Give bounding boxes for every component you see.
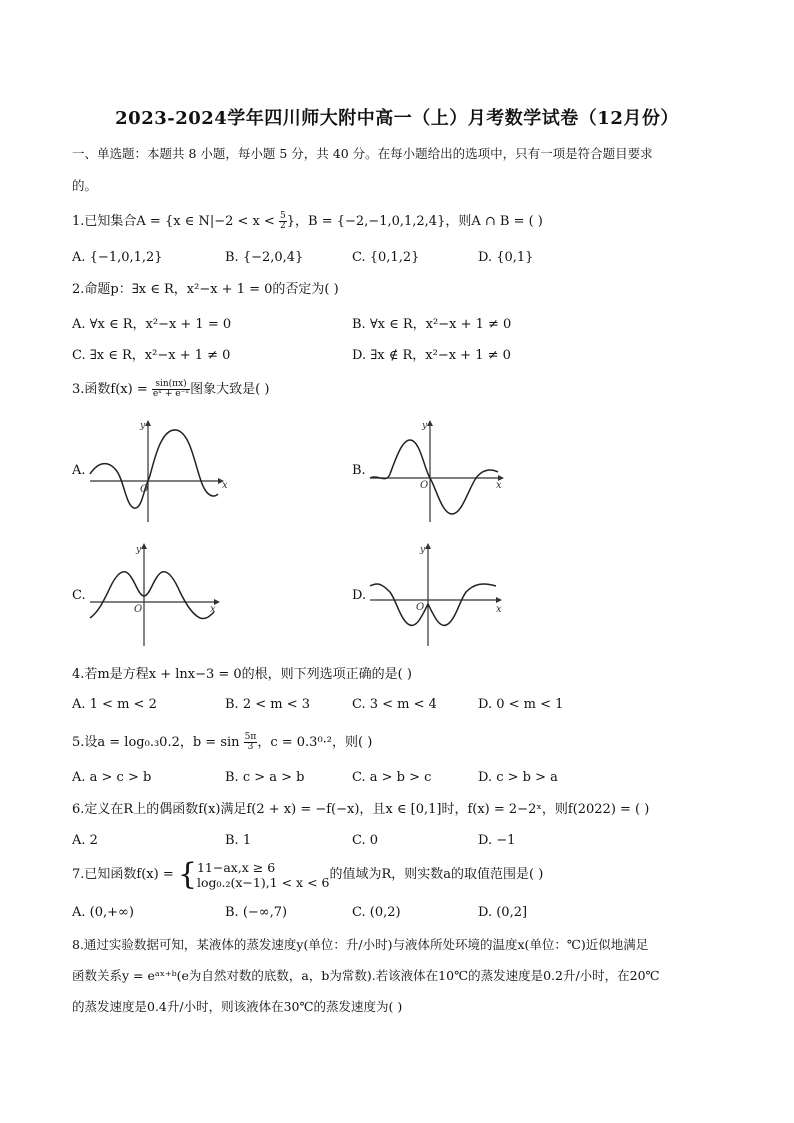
q3-frac-den: eˣ + e⁻ˣ [152,389,190,399]
section-heading: 一、单选题：本题共 8 小题，每小题 5 分，共 40 分。在每小题给出的选项中，只有一项是符合题目要求 [72,146,653,161]
q7-brace-icon: { [177,856,197,892]
q6-option-c[interactable]: C. 0 [352,833,379,848]
q3-frac-num: sin(πx) [152,380,190,390]
q3-option-d-label[interactable]: D. [352,588,367,603]
q3-graph-b-x: x [496,480,502,491]
q3-graph-d-x: x [496,604,502,615]
q4-option-d[interactable]: D. 0 < m < 1 [478,697,564,712]
q3-graph-c-x: x [210,604,216,615]
q3-option-c-label[interactable]: C. [72,588,86,603]
q3-graph-a[interactable] [88,418,228,524]
q3-graph-b-origin: O [420,480,429,491]
q7-option-d[interactable]: D. (0,2] [478,905,528,920]
q7-prefix: 7.已知函数f(x) = [72,867,174,882]
q3-graph-c-origin: O [134,604,143,615]
question-6-stem: 6.定义在R上的偶函数f(x)满足f(2 + x) = −f(−x)，且x ∈ [0,1]时，f(x) = 2−2ˣ，则f(2022) = ( ) [72,802,650,817]
q4-option-c[interactable]: C. 3 < m < 4 [352,697,437,712]
q1-part-b: }，B = {−2,−1,0,1,2,4}，则A ∩ B = ( ) [286,214,543,229]
q5-frac-den: 3 [247,742,254,752]
q6-option-d[interactable]: D. −1 [478,833,516,848]
q3-graph-a-x: x [222,480,228,491]
q3-option-a-label[interactable]: A. [72,463,86,478]
q3-graph-a-origin: O [140,484,149,495]
q3-graph-b-y: y [422,421,428,431]
q1-option-a[interactable]: A. {−1,0,1,2} [72,250,163,265]
q7-cases [197,860,330,890]
q3-graph-d-y: y [420,545,426,555]
question-8-line-2: 函数关系y = eᵃˣ⁺ᵇ(e为自然对数的底数，a，b为常数).若该液体在10℃的蒸发速度是0.2升/小时，在20℃ [72,968,660,983]
q1-part-a: A = {x ∈ N|−2 < x < [136,214,275,229]
question-2-stem: 2.命题p：∃x ∈ R，x²−x + 1 = 0的否定为( ) [72,282,339,297]
q5-suffix: ，c = 0.3⁰·²，则( ) [257,735,373,750]
q1-option-b[interactable]: B. {−2,0,4} [225,250,304,265]
q6-option-a[interactable]: A. 2 [72,833,98,848]
q3-option-b-label[interactable]: B. [352,463,366,478]
question-8-line-3: 的蒸发速度是0.4升/小时，则该液体在30℃的蒸发速度为( ) [72,999,403,1014]
q7-option-c[interactable]: C. (0,2) [352,905,401,920]
question-3-stem [72,380,269,399]
q2-option-c[interactable]: C. ∃x ∈ R，x²−x + 1 ≠ 0 [72,348,231,363]
q7-option-a[interactable]: A. (0,+∞) [72,905,134,920]
page-title: 2023-2024学年四川师大附中高一（上）月考数学试卷（12月份） [115,108,679,129]
q3-suffix: 图象大致是( ) [190,382,270,397]
q7-case-2: log₀.₂(x−1),1 < x < 6 [196,874,330,890]
q5-option-c[interactable]: C. a > b > c [352,770,432,785]
q5-fraction [244,733,258,752]
q3-graph-c[interactable] [88,542,228,648]
q1-option-c[interactable]: C. {0,1,2} [352,250,420,265]
q2-option-d[interactable]: D. ∃x ∉ R，x²−x + 1 ≠ 0 [352,348,511,363]
q5-option-b[interactable]: B. c > a > b [225,770,305,785]
q3-graph-b[interactable] [368,418,508,524]
q3-graph-c-y: y [136,545,142,555]
q7-case-1: 11−ax,x ≥ 6 [196,859,276,875]
q3-graph-a-y: y [140,421,146,431]
q2-option-a[interactable]: A. ∀x ∈ R，x²−x + 1 = 0 [72,317,232,332]
q7-option-b[interactable]: B. (−∞,7) [225,905,288,920]
section-heading-cont: 的。 [72,178,98,193]
q1-frac-den: 2 [280,221,286,231]
q3-prefix: 3.函数f(x) = [72,382,148,397]
q5-option-a[interactable]: A. a > c > b [72,770,152,785]
q6-option-b[interactable]: B. 1 [225,833,252,848]
q3-graph-d[interactable] [368,542,508,648]
question-4-stem: 4.若m是方程x + lnx−3 = 0的根，则下列选项正确的是( ) [72,667,412,682]
question-1-stem [72,212,543,231]
q2-option-b[interactable]: B. ∀x ∈ R，x²−x + 1 ≠ 0 [352,317,512,332]
question-5-stem [72,733,372,752]
q1-prefix: 1.已知集合 [72,214,137,229]
q1-fraction [279,212,287,231]
question-8-line-1: 8.通过实验数据可知，某液体的蒸发速度y(单位：升/小时)与液体所处环境的温度x(单位：℃)近似地满足 [72,937,649,952]
q1-frac-num: 5 [280,211,286,221]
q7-suffix: 的值域为R，则实数a的取值范围是( ) [329,867,544,882]
question-7-stem [72,858,543,892]
q4-option-a[interactable]: A. 1 < m < 2 [72,697,157,712]
q4-option-b[interactable]: B. 2 < m < 3 [225,697,311,712]
q5-prefix: 5.设a = log₀.₃0.2，b = sin [72,735,240,750]
q3-graph-d-origin: O [416,602,425,613]
q5-frac-num: 5π [244,732,257,742]
q3-fraction [152,380,190,399]
q1-option-d[interactable]: D. {0,1} [478,250,534,265]
q5-option-d[interactable]: D. c > b > a [478,770,558,785]
